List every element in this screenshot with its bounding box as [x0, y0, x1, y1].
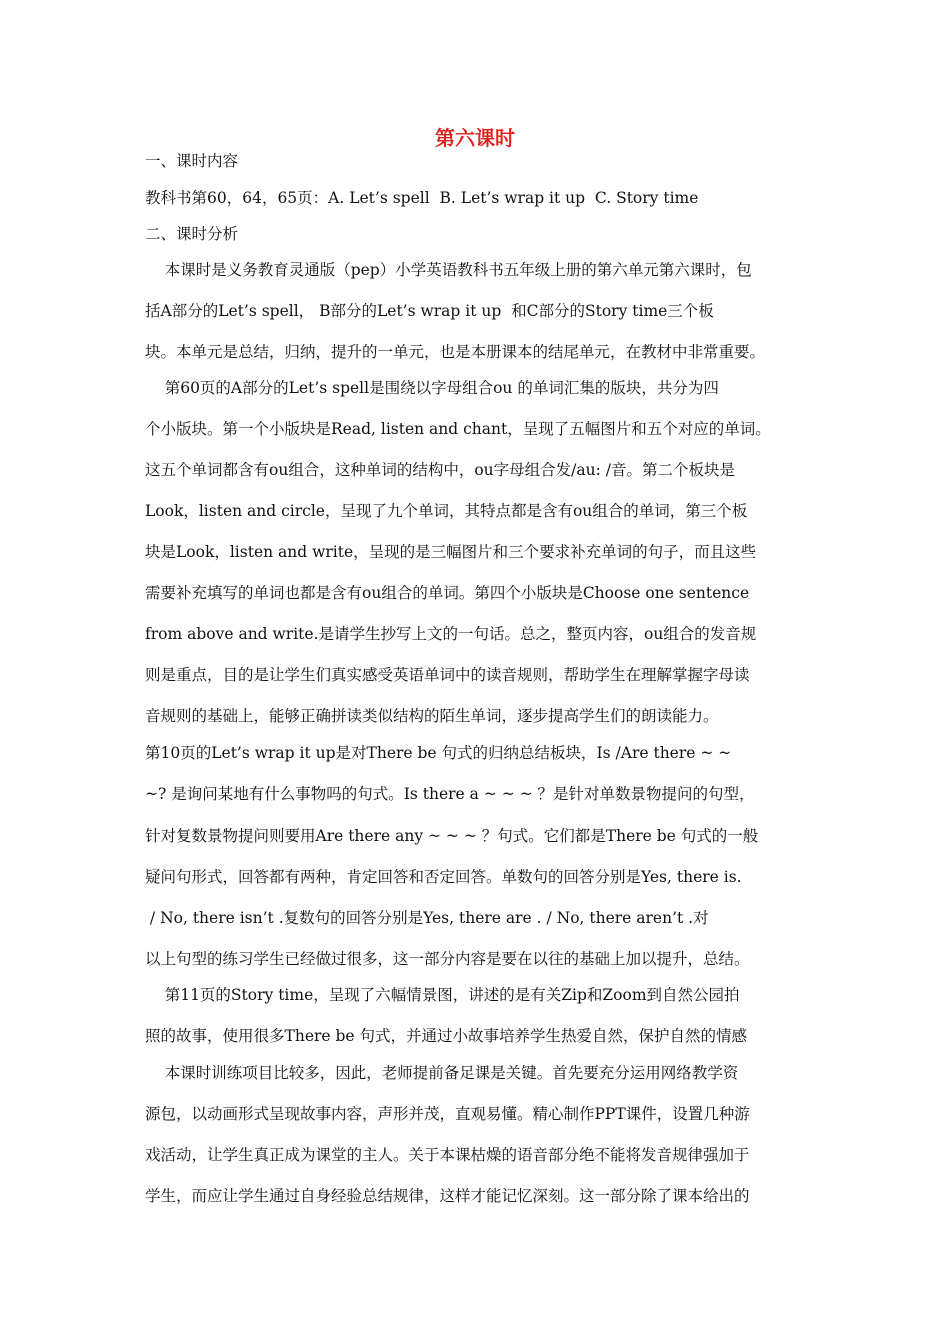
section-heading-lesson-analysis: 二、课时分析	[145, 225, 239, 243]
textbook-pages-line: 教科书第60，64，65页：A. Let’s spell B. Let’s wrap it up C. Story time	[145, 189, 699, 207]
body-line: 疑问句形式，回答都有两种，肯定回答和否定回答。单数句的回答分别是Yes, there is.	[145, 868, 742, 886]
body-line: 则是重点，目的是让学生们真实感受英语单词中的读音规则，帮助学生在理解掌握字母读	[145, 666, 750, 684]
body-line: 学生，而应让学生通过自身经验总结规律，这样才能记忆深刻。这一部分除了课本给出的	[145, 1187, 750, 1205]
body-line: 戏活动，让学生真正成为课堂的主人。关于本课枯燥的语音部分绝不能将发音规律强加于	[145, 1146, 750, 1164]
body-line: 以上句型的练习学生已经做过很多，这一部分内容是要在以往的基础上加以提升，总结。	[145, 950, 750, 968]
section-heading-lesson-content: 一、课时内容	[145, 152, 239, 170]
body-line: from above and write.是请学生抄写上文的一句话。总之，整页内容，ou组合的发音规	[145, 625, 757, 643]
body-line: 括A部分的Let’s spell， B部分的Let’s wrap it up 和C部分的Story time三个板	[145, 302, 714, 320]
body-line: Look，listen and circle，呈现了九个单词，其特点都是含有ou组合的单词，第三个板	[145, 502, 748, 520]
body-line: 本课时是义务教育灵通版（pep）小学英语教科书五年级上册的第六单元第六课时，包	[145, 261, 752, 279]
body-line: ~? 是询问某地有什么事物吗的句式。Is there a ~ ~ ~ ？是针对单数景物提问的句型，	[145, 785, 755, 803]
body-line: 需要补充填写的单词也都是含有ou组合的单词。第四个小版块是Choose one sentence	[145, 584, 750, 602]
page-title: 第六课时	[435, 126, 515, 150]
body-line: 这五个单词都含有ou组合，这种单词的结构中，ou字母组合发/au: /音。第二个板块是	[145, 461, 735, 479]
body-line: 块是Look，listen and write，呈现的是三幅图片和三个要求补充单词的句子，而且这些	[145, 543, 757, 561]
body-line: / No, there isn’t .复数句的回答分别是Yes, there are . / No, there aren’t .对	[145, 909, 709, 927]
body-line: 第11页的Story time，呈现了六幅情景图，讲述的是有关Zip和Zoom到自然公园拍	[145, 986, 740, 1004]
body-line: 源包，以动画形式呈现故事内容，声形并茂，直观易懂。精心制作PPT课件，设置几种游	[145, 1105, 750, 1123]
body-line: 第60页的A部分的Let’s spell是围绕以字母组合ou 的单词汇集的版块，共分为四	[145, 379, 719, 397]
body-line: 块。本单元是总结，归纳，提升的一单元，也是本册课本的结尾单元，在教材中非常重要。	[145, 343, 766, 361]
body-line: 音规则的基础上，能够正确拼读类似结构的陌生单词，逐步提高学生们的朗读能力。	[145, 707, 719, 725]
body-line: 照的故事，使用很多There be 句式，并通过小故事培养学生热爱自然，保护自然的情感	[145, 1027, 748, 1045]
body-line: 第10页的Let’s wrap it up是对There be 句式的归纳总结板块，Is /Are there ~ ~	[145, 744, 732, 762]
body-line: 个小版块。第一个小版块是Read, listen and chant，呈现了五幅图片和五个对应的单词。	[145, 420, 771, 438]
body-line: 针对复数景物提问则要用Are there any ~ ~ ~ ？句式。它们都是There be 句式的一般	[145, 827, 759, 845]
body-line: 本课时训练项目比较多，因此，老师提前备足课是关键。首先要充分运用网络教学资	[145, 1064, 739, 1082]
